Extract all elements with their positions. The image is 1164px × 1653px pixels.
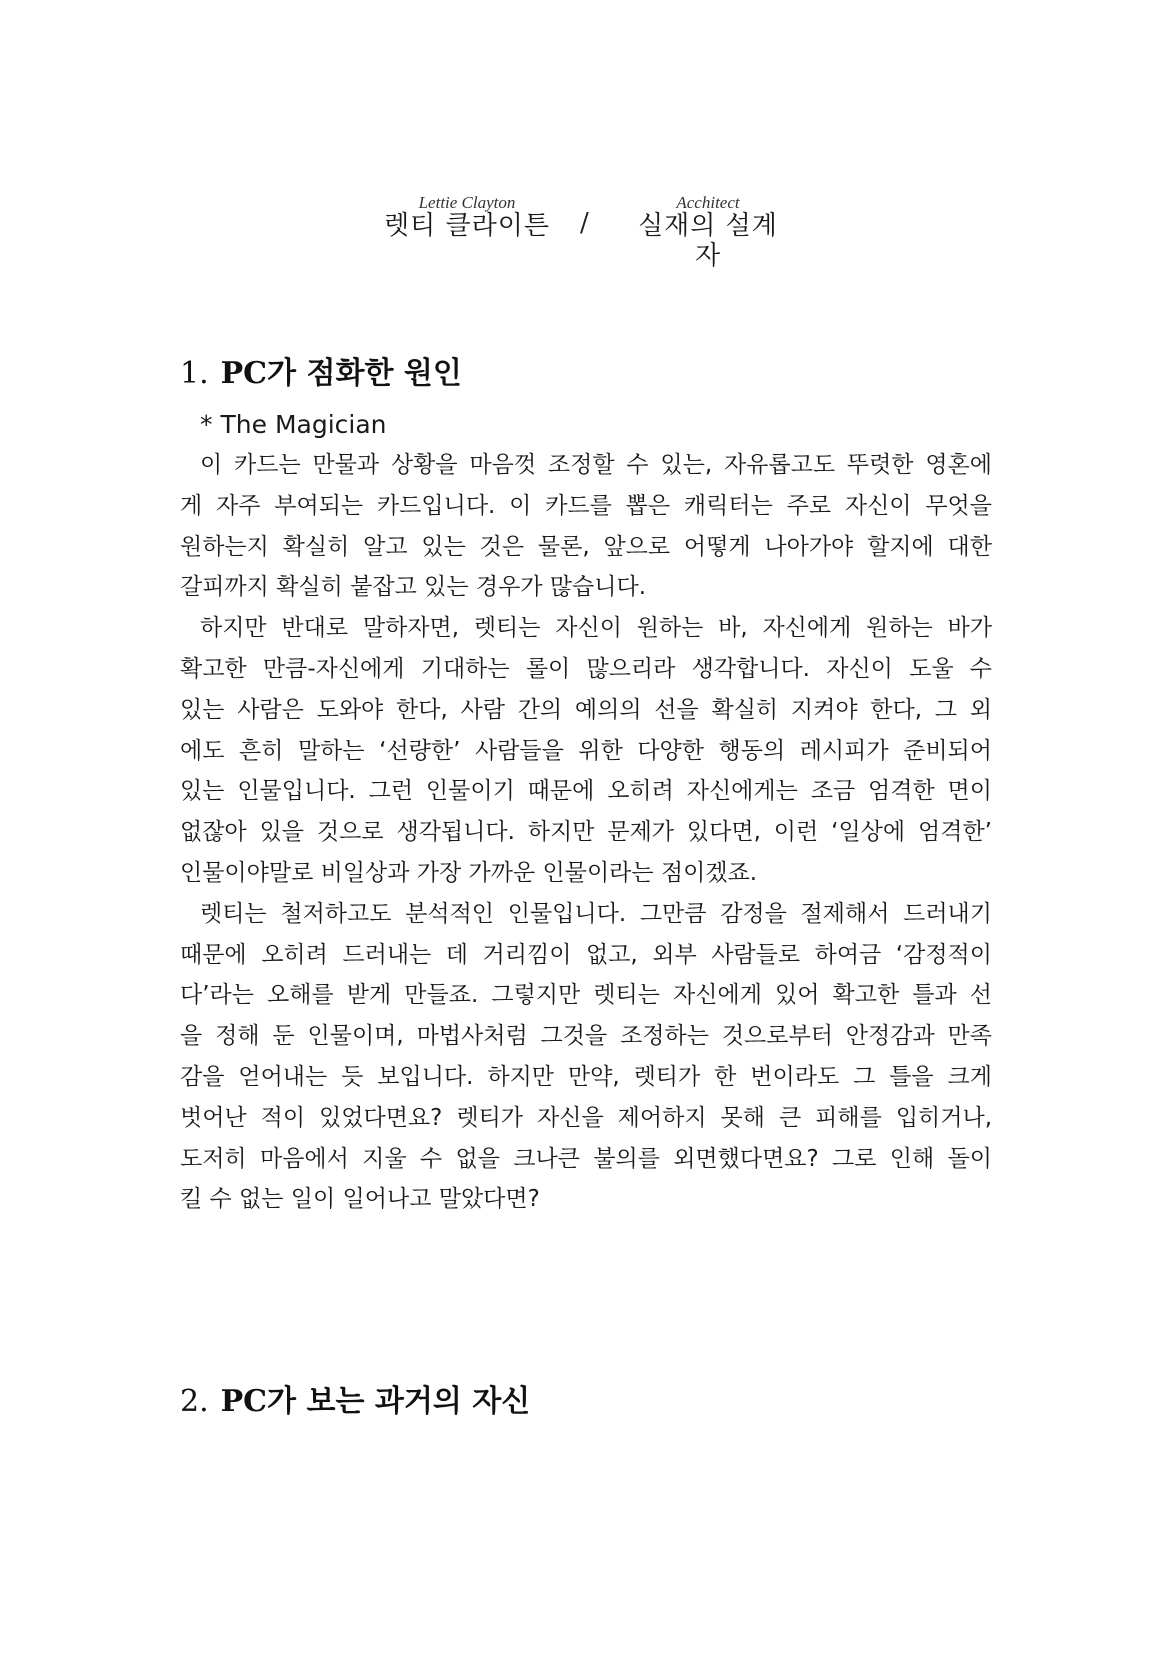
section-2-number: 2.	[180, 1384, 209, 1419]
character-title-korean: 실재의 설계자	[638, 211, 778, 271]
body-line: 킬 수 없는 일이 일어나고 말았다면?	[180, 1186, 540, 1213]
section-2-title: PC가 보는 과거의 자신	[220, 1384, 531, 1419]
body-line: 감을 얻어내는 듯 보입니다. 하지만 만약, 렛티가 한 번이라도 그 틀을 크게	[180, 1063, 992, 1090]
body-line: 확고한 만큼-자신에게 기대하는 롤이 많으리라 생각합니다. 자신이 도울 수	[180, 655, 992, 682]
body-line: 때문에 오히려 드러내는 데 거리낌이 없고, 외부 사람들로 하여금 ‘감정적이	[180, 941, 992, 968]
card-name: The Magician	[220, 410, 387, 439]
body-line: 원하는지 확실히 알고 있는 것은 물론, 앞으로 어떻게 나아가야 할지에 대한	[180, 533, 992, 560]
section-2-heading	[180, 1384, 530, 1420]
body-line: 있는 사람은 도와야 한다, 사람 간의 예의의 선을 확실히 지켜야 한다, 그 외	[180, 696, 992, 723]
body-line: 벗어난 적이 있었다면요? 렛티가 자신을 제어하지 못해 큰 피해를 입히거나,	[180, 1104, 992, 1131]
body-line: 을 정해 둔 인물이며, 마법사처럼 그것을 조정하는 것으로부터 안정감과 만족	[180, 1023, 992, 1050]
header-separator: /	[580, 208, 589, 238]
body-line: 도저히 마음에서 지울 수 없을 크나큰 불의를 외면했다면요? 그로 인해 돌이	[180, 1145, 992, 1172]
character-title-latin: Acchitect	[676, 193, 740, 212]
card-subheading	[200, 408, 387, 442]
section-1-body	[180, 445, 992, 1220]
body-line: 게 자주 부여되는 카드입니다. 이 카드를 뽑은 캐릭터는 주로 자신이 무엇을	[180, 492, 992, 519]
section-1-title: PC가 점화한 원인	[220, 356, 462, 391]
section-1-number: 1.	[180, 356, 209, 391]
body-line: 없잖아 있을 것으로 생각됩니다. 하지만 문제가 있다면, 이런 ‘일상에 엄격한’	[180, 819, 992, 846]
body-line: 렛티는 철저하고도 분석적인 인물입니다. 그만큼 감정을 절제해서 드러내기	[200, 900, 992, 927]
character-name-latin: Lettie Clayton	[418, 193, 516, 212]
body-line: 있는 인물입니다. 그런 인물이기 때문에 오히려 자신에게는 조금 엄격한 면이	[180, 778, 992, 805]
body-line: 에도 흔히 말하는 ‘선량한’ 사람들을 위한 다양한 행동의 레시피가 준비되어	[180, 737, 992, 764]
character-title-block	[628, 194, 788, 271]
body-line: 다’라는 오해를 받게 만들죠. 그렇지만 렛티는 자신에게 있어 확고한 틀과 선	[180, 982, 992, 1009]
body-line: 인물이야말로 비일상과 가장 가까운 인물이라는 점이겠죠.	[180, 859, 758, 886]
body-line: 하지만 반대로 말하자면, 렛티는 자신이 원하는 바, 자신에게 원하는 바가	[200, 615, 992, 642]
section-1-heading	[180, 356, 462, 392]
character-name-block	[382, 194, 552, 241]
body-line: 이 카드는 만물과 상황을 마음껏 조정할 수 있는, 자유롭고도 뚜렷한 영혼에	[200, 452, 992, 478]
page-header	[0, 193, 1164, 271]
card-bullet: *	[200, 410, 213, 439]
character-name-korean: 렛티 클라이튼	[384, 211, 550, 241]
body-line: 갈피까지 확실히 붙잡고 있는 경우가 많습니다.	[180, 574, 647, 601]
